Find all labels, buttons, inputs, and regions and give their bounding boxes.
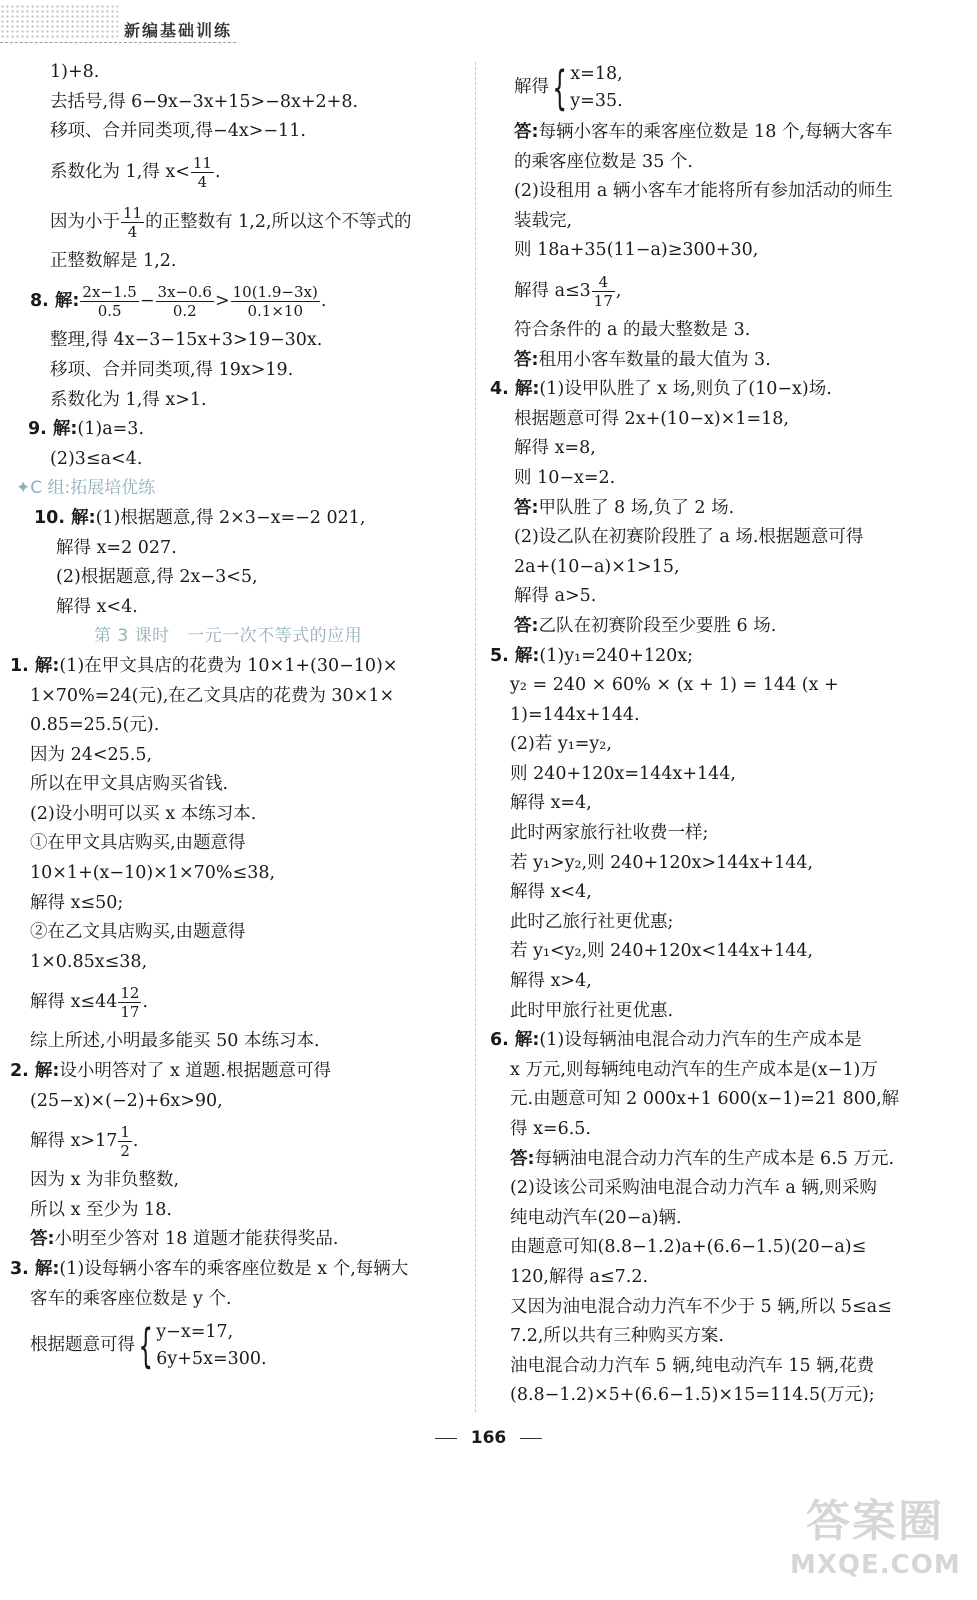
fraction xyxy=(121,204,144,241)
text-line: 若 y₁<y₂,则 240+120x<144x+144, xyxy=(510,941,814,962)
question-8 xyxy=(10,276,460,326)
text-line: 因为 x 为非负整数, xyxy=(30,1170,180,1191)
text-line: 则 18a+35(11−a)≥300+30, xyxy=(514,240,759,261)
text-line xyxy=(10,1116,460,1166)
text-fragment: 设小明答对了 x 道题.根据题意可得 xyxy=(59,1061,331,1082)
text-fragment: 甲队胜了 8 场,负了 2 场. xyxy=(538,497,735,518)
question-6 xyxy=(490,1026,942,1056)
fraction-denominator: 2 xyxy=(120,1142,130,1161)
text-line: (8.8−1.2)×5+(6.6−1.5)×15=114.5(万元); xyxy=(510,1385,875,1406)
text-fragment: 解得 x≤44 xyxy=(30,992,118,1013)
fraction xyxy=(191,154,214,191)
equation: y=35. xyxy=(570,90,623,111)
text-line: 此时甲旅行社更优惠. xyxy=(510,1000,674,1021)
fraction-numerator: 3x−0.6 xyxy=(157,283,212,302)
text-line: 2a+(10−a)×1>15, xyxy=(514,556,680,577)
text-fragment: 每辆小客车的乘客座位数是 18 个,每辆大客车 xyxy=(538,122,893,142)
text-fragment: 租用小客车数量的最大值为 3. xyxy=(538,349,771,370)
question-1 xyxy=(10,652,460,682)
text-line: 移项、合并同类项,得 19x>19. xyxy=(50,359,294,380)
question-10 xyxy=(10,504,460,534)
watermark-url: MXQE.COM xyxy=(790,1550,961,1580)
fraction xyxy=(118,1123,132,1160)
text-fragment: 因为小于 xyxy=(50,211,120,232)
text-line: 去括号,得 6−9x−3x+15>−8x+2+8. xyxy=(50,91,359,112)
text-line xyxy=(10,147,460,197)
question-label: 8. 解: xyxy=(30,291,80,312)
section-heading-c: ✦C 组:拓展培优练 xyxy=(16,478,156,499)
brace-icon: { xyxy=(138,1318,153,1373)
text-fragment: (1)a=3. xyxy=(77,419,145,440)
text-line: 所以在甲文具店购买省钱. xyxy=(30,774,229,795)
text-line xyxy=(490,266,942,316)
text-line: 所以 x 至少为 18. xyxy=(30,1199,172,1220)
text-fragment: . xyxy=(142,992,149,1013)
text-line: x 万元,则每辆纯电动汽车的生产成本是(x−1)万 xyxy=(510,1059,878,1080)
text-fragment: 解得 xyxy=(514,77,549,97)
text-line: 解得 x=4, xyxy=(510,793,592,814)
question-3 xyxy=(10,1255,460,1285)
text-fragment: 的正整数有 1,2,所以这个不等式的 xyxy=(145,211,412,232)
text-line: 1×0.85x≤38, xyxy=(30,951,148,972)
fraction-numerator: 1 xyxy=(120,1123,130,1142)
text-line: 解得 x<4. xyxy=(56,596,138,617)
text-line: 油电混合动力汽车 5 辆,纯电动汽车 15 辆,花费 xyxy=(510,1355,875,1376)
left-column xyxy=(10,58,460,1376)
text-fragment: 系数化为 1,得 x< xyxy=(50,161,190,182)
header-title: 新编基础训练 xyxy=(124,21,233,40)
answer-label: 答: xyxy=(510,1148,535,1169)
text-line: 若 y₁>y₂,则 240+120x>144x+144, xyxy=(510,852,814,873)
watermark-logo xyxy=(790,1494,960,1590)
text-line: 解得 x=8, xyxy=(514,438,596,459)
text-line: ①在甲文具店购买,由题意得 xyxy=(30,833,246,854)
text-fragment: (1)设甲队胜了 x 场,则负了(10−x)场. xyxy=(539,379,832,400)
text-line: 因为 24<25.5, xyxy=(30,744,153,765)
fraction xyxy=(118,984,141,1021)
text-line: 整理,得 4x−3−15x+3>19−30x. xyxy=(50,330,323,351)
answer-line xyxy=(10,1225,460,1255)
answer-label: 答: xyxy=(514,497,539,518)
fraction-denominator: 4 xyxy=(127,222,138,241)
equation-system xyxy=(156,1319,266,1373)
text-line: (2)3≤a<4. xyxy=(50,448,143,469)
text-line xyxy=(10,977,460,1027)
text-line: 元.由题意可知 2 000x+1 600(x−1)=21 800,解 xyxy=(510,1089,900,1110)
question-label: 2. 解: xyxy=(10,1061,60,1082)
column-divider xyxy=(475,62,476,1412)
text-line: 移项、合并同类项,得−4x>−11. xyxy=(50,121,306,142)
fraction-denominator: 0.5 xyxy=(97,302,122,321)
equation-system-line xyxy=(10,1314,460,1376)
text-line: 10×1+(x−10)×1×70%≤38, xyxy=(30,863,276,884)
fraction xyxy=(231,283,320,320)
text-fragment: 解得 a≤3 xyxy=(514,280,591,301)
text-fragment: , xyxy=(615,280,622,301)
question-label: 10. 解: xyxy=(34,507,96,528)
text-line: 120,解得 a≤7.2. xyxy=(510,1266,649,1287)
text-line: (2)设乙队在初赛阶段胜了 a 场.根据题意可得 xyxy=(514,527,864,548)
fraction-numerator: 10(1.9−3x) xyxy=(232,283,318,302)
fraction-numerator: 11 xyxy=(123,203,143,222)
text-fragment: (1)设每辆小客车的乘客座位数是 x 个,每辆大 xyxy=(59,1259,409,1279)
page-number-text: 166 xyxy=(470,1428,507,1448)
text-line: ②在乙文具店购买,由题意得 xyxy=(30,922,246,943)
page-number-dash xyxy=(435,1438,457,1439)
fraction-numerator: 2x−1.5 xyxy=(82,283,137,302)
question-5 xyxy=(490,642,942,672)
text-line: 正整数解是 1,2. xyxy=(50,250,177,271)
text-fragment: 小明至少答对 18 道题才能获得奖品. xyxy=(54,1229,339,1250)
answer-line xyxy=(490,346,942,376)
text-line: 的乘客座位数是 35 个. xyxy=(514,151,693,172)
fraction xyxy=(80,283,138,320)
fraction-denominator: 0.2 xyxy=(172,302,197,321)
answer-line xyxy=(490,494,942,524)
answer-line xyxy=(490,1145,942,1175)
operator: − xyxy=(139,291,155,312)
watermark-text: 答案圈 xyxy=(806,1496,944,1547)
text-line: 由题意可知(8.8−1.2)a+(6.6−1.5)(20−a)≤ xyxy=(510,1237,867,1258)
text-line: 纯电动汽车(20−a)辆. xyxy=(510,1207,682,1228)
text-line: 客车的乘客座位数是 y 个. xyxy=(30,1288,232,1309)
fraction-denominator: 4 xyxy=(197,172,208,191)
answer-label: 答: xyxy=(514,615,539,636)
text-line: 解得 x<4, xyxy=(510,882,592,903)
question-label: 3. 解: xyxy=(10,1259,60,1279)
text-line: y₂ = 240 × 60% × (x + 1) = 144 (x + xyxy=(510,675,839,696)
equation: 6y+5x=300. xyxy=(156,1348,267,1369)
question-9 xyxy=(10,415,460,445)
brace-icon: { xyxy=(552,60,567,115)
operator: > xyxy=(214,291,230,312)
text-line: 1)=144x+144. xyxy=(510,704,640,725)
equation-system-line xyxy=(490,56,942,118)
text-line: 解得 x>4, xyxy=(510,971,592,992)
question-4 xyxy=(490,375,942,405)
text-line: 此时两家旅行社收费一样; xyxy=(510,823,709,844)
answer-line xyxy=(490,118,942,148)
fraction-numerator: 11 xyxy=(192,153,212,172)
text-line: 则 240+120x=144x+144, xyxy=(510,763,736,784)
question-label: 6. 解: xyxy=(490,1030,540,1051)
text-fragment: (1)根据题意,得 2×3−x=−2 021, xyxy=(95,507,366,528)
text-line: 根据题意可得 2x+(10−x)×1=18, xyxy=(514,408,789,429)
equation: y−x=17, xyxy=(156,1321,234,1342)
answer-label: 答: xyxy=(514,349,539,370)
text-line: 系数化为 1,得 x>1. xyxy=(50,389,207,410)
text-line: (2)根据题意,得 2x−3<5, xyxy=(56,567,258,588)
text-line: 7.2,所以共有三种购买方案. xyxy=(510,1326,724,1347)
text-line: 则 10−x=2. xyxy=(514,467,616,488)
text-line: 0.85=25.5(元). xyxy=(30,715,160,736)
text-fragment: . xyxy=(320,291,327,312)
text-line: 装载完, xyxy=(514,210,573,231)
text-line: (2)设该公司采购油电混合动力汽车 a 辆,则采购 xyxy=(510,1178,877,1199)
right-column xyxy=(490,56,942,1411)
text-line: (2)设租用 a 辆小客车才能将所有参加活动的师生 xyxy=(514,181,893,202)
text-line: 1×70%=24(元),在乙文具店的花费为 30×1× xyxy=(30,685,395,706)
text-line: 解得 x=2 027. xyxy=(56,537,177,558)
text-line: (2)若 y₁=y₂, xyxy=(510,734,612,755)
text-line xyxy=(10,197,460,247)
text-line: 此时乙旅行社更优惠; xyxy=(510,911,674,932)
text-line: 解得 a>5. xyxy=(514,586,597,607)
question-label: 4. 解: xyxy=(490,379,540,400)
text-fragment: 解得 x>17 xyxy=(30,1131,118,1152)
text-fragment: (1)设每辆油电混合动力汽车的生产成本是 xyxy=(539,1030,862,1051)
question-label: 9. 解: xyxy=(28,419,78,440)
page-number-dash xyxy=(520,1438,542,1439)
text-line: 综上所述,小明最多能买 50 本练习本. xyxy=(30,1031,320,1052)
text-line: 1)+8. xyxy=(50,62,100,82)
text-fragment: (1)在甲文具店的花费为 10×1+(30−10)× xyxy=(59,655,398,676)
header-rule xyxy=(0,42,236,43)
text-line: (2)设小明可以买 x 本练习本. xyxy=(30,803,257,824)
fraction-denominator: 17 xyxy=(120,1003,140,1022)
answer-label: 答: xyxy=(30,1229,55,1250)
fraction-numerator: 4 xyxy=(592,273,615,292)
text-line: 符合条件的 a 的最大整数是 3. xyxy=(514,319,751,340)
page-header xyxy=(0,0,977,48)
equation: x=18, xyxy=(570,63,623,84)
question-label: 5. 解: xyxy=(490,645,540,666)
fraction xyxy=(156,283,214,320)
fraction-denominator: 17 xyxy=(593,291,613,310)
text-fragment: (1)y₁=240+120x; xyxy=(539,645,694,666)
equation-system xyxy=(570,61,622,115)
text-fragment: . xyxy=(214,161,221,182)
lesson-heading: 第 3 课时 一元一次不等式的应用 xyxy=(94,626,363,647)
text-line: 得 x=6.5. xyxy=(510,1119,591,1139)
text-fragment: 乙队在初赛阶段至少要胜 6 场. xyxy=(538,615,777,636)
question-label: 1. 解: xyxy=(10,655,60,676)
fraction xyxy=(592,273,615,310)
answer-label: 答: xyxy=(514,122,539,142)
text-line: 解得 x≤50; xyxy=(30,892,124,913)
text-fragment: 每辆油电混合动力汽车的生产成本是 6.5 万元. xyxy=(534,1148,895,1169)
text-line: 又因为油电混合动力汽车不少于 5 辆,所以 5≤a≤ xyxy=(510,1296,892,1317)
text-fragment: . xyxy=(132,1131,139,1152)
header-dot-pattern xyxy=(0,4,118,38)
question-2 xyxy=(10,1057,460,1087)
fraction-denominator: 0.1×10 xyxy=(247,302,303,321)
fraction-numerator: 12 xyxy=(120,984,140,1003)
page-number xyxy=(0,1428,977,1448)
text-fragment: 根据题意可得 xyxy=(30,1335,135,1356)
answer-line xyxy=(490,612,942,642)
text-line: (25−x)×(−2)+6x>90, xyxy=(30,1090,223,1111)
